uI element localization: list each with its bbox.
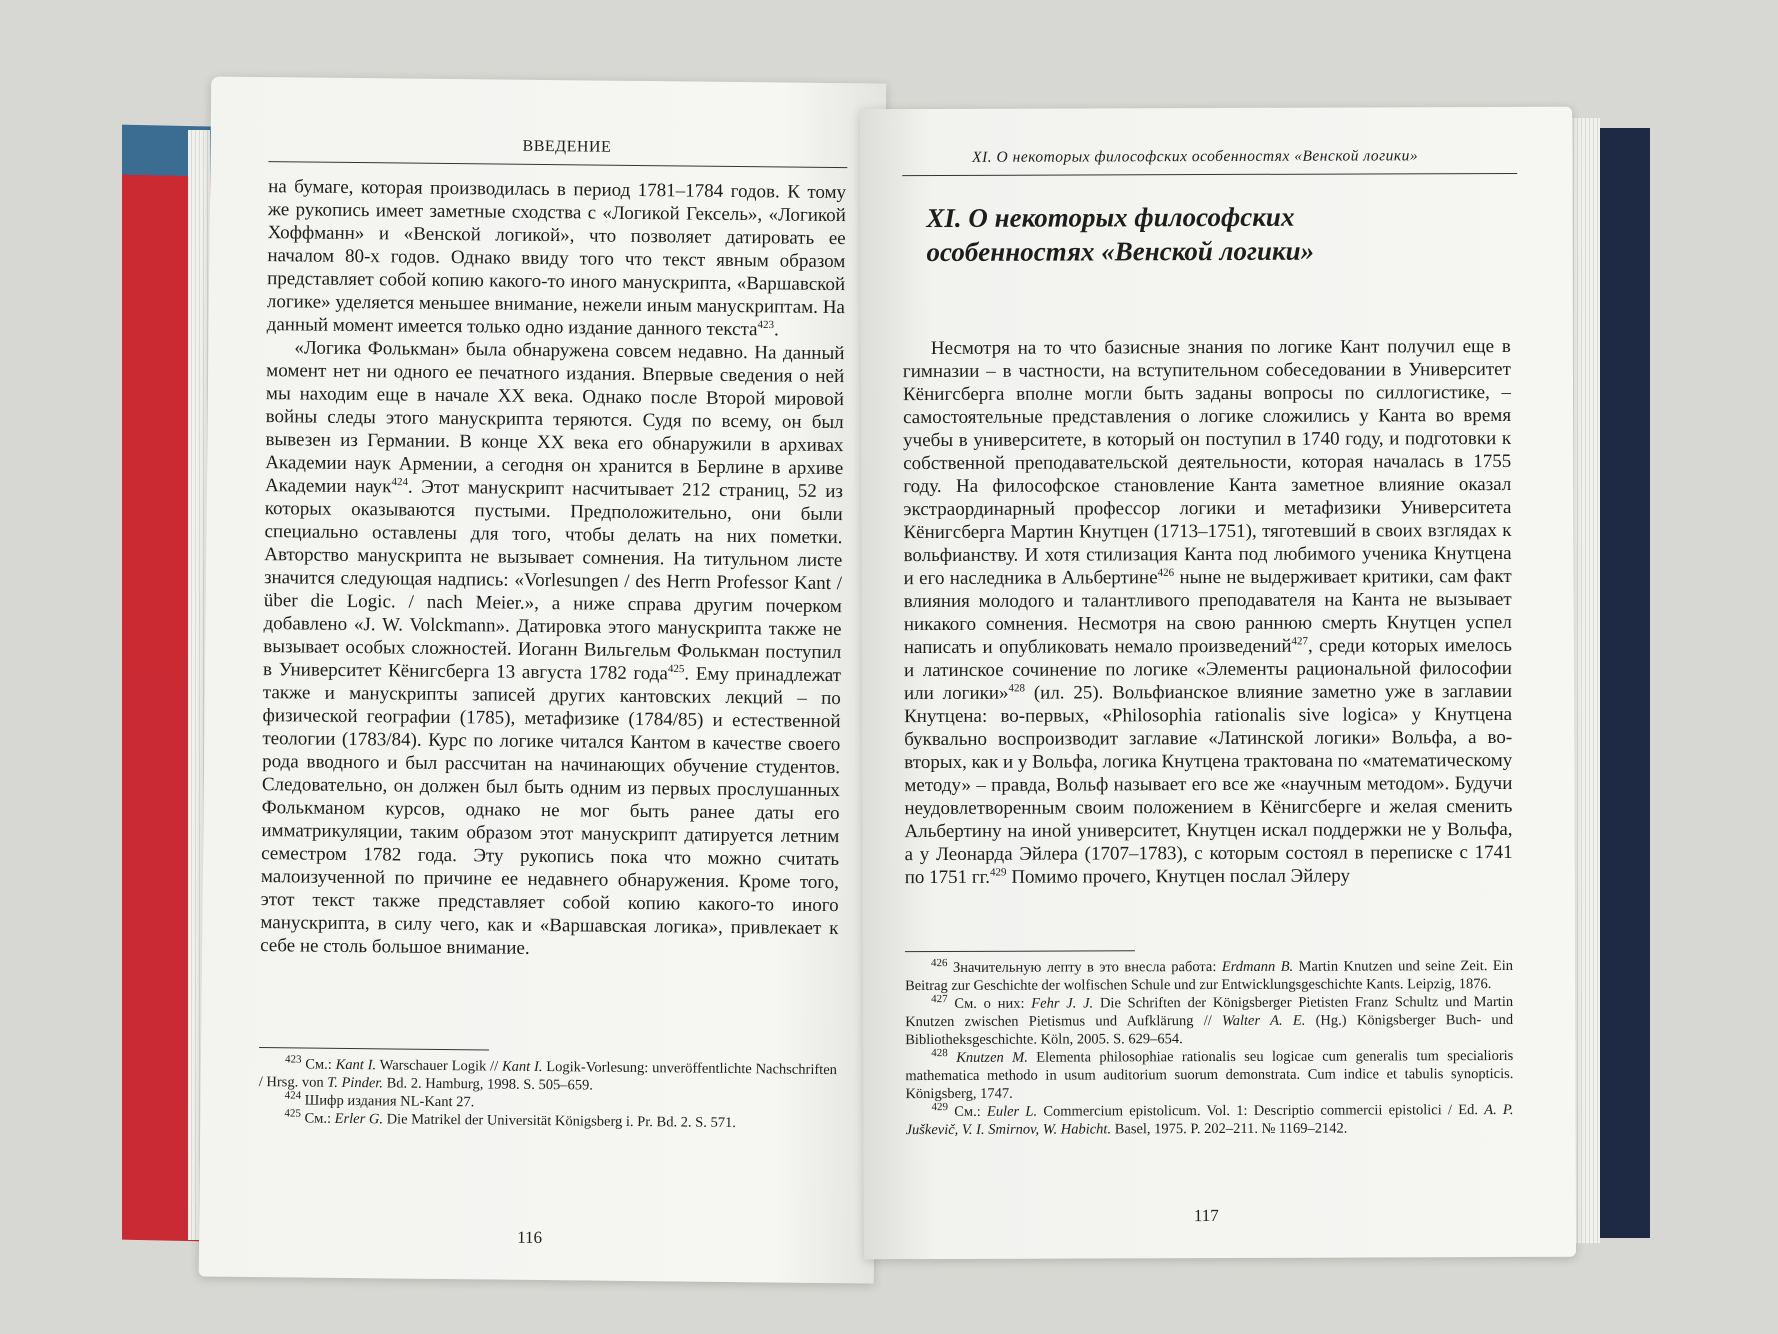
footnote: $^{423}$ См.: Kant I. Warschauer Logik // Kant I. Logik-Vorlesung: unveröffentlichte Nachschriften / Hrsg. von T. Pinder. Bd. 2. Hamburg, 1998. S. 505–659.: [258, 1053, 838, 1094]
footnote: $^{424}$ Шифр издания NL-Kant 27.: [284, 1089, 475, 1111]
footnote-ref: 423: [757, 318, 775, 332]
left-footnote-rule: [259, 1047, 489, 1050]
footnote-ref: 424: [391, 476, 409, 489]
left-running-head: ВВЕДЕНИЕ: [522, 137, 612, 156]
footnote-ref: 429: [990, 866, 1007, 879]
footnote-ref: 427: [1291, 635, 1309, 648]
right-page: [860, 107, 1576, 1259]
right-page-number: 117: [1193, 1206, 1219, 1226]
footnote: $^{428}$ Knutzen M. Elementa philosophiae rationalis seu logicae cum generalis tum specialioris mathematica methodo in usum auditorium suorum demonstrata. Cum indice et tabulis synopticis. Königsberg, 1747.: [905, 1047, 1514, 1103]
left-body-text: [260, 175, 846, 963]
right-footnote-rule: [905, 950, 1135, 952]
left-paragraph-2: «Логика Фолькман» была обнаружена совсем недавно. На данный момент нет ни одного ее печатного издания. Впервые сведения о ней мы находим еще в начале XX века. Однако после Второй мировой войны следы этого манускрипта теряются. Судя по всему, он был вывезен из Германии. В конце XX века его обнаружили в архивах Академии наук Армении, а сегодня он хранится в Берлине в архиве Академии наук$^{424}$. Этот манускрипт насчитывает 212 страниц, 52 из которых оказываются пустыми. Предположительно, они были специально оставлены для того, чтобы делать на них пометки. Авторство манускрипта не вызывает сомнения. На титульном листе значится следующая надпись: «Vorlesungen / des Herrn Professor Kant / über die Logic. / nach Meier.», а ниже справа другим почерком добавлено «J. W. Volckmann». Датировка этого манускрипта также не вызывает особых сложностей. Иоганн Вильгельм Фолькман поступил в Университет Кёнигсберга 13 августа 1782 года$^{425}$. Ему принадлежат также и манускрипты записей других кантовских лекций – по физической географии (1785), метафизике (1784/85) и естественной теологии (1783/84). Курс по логике читался Кантом в качестве своего рода вводного и был рассчитан на начинающих обучение студентов. Следовательно, он должен был быть одним из первых прослушанных Фолькманом курсов, однако не мог быть ранее даты его имматрикуляции, таким образом этот манускрипт датируется летним семестром 1782 года. Эту рукопись пока что можно считать малоизученной по причине ее недавнего обнаружения. Кроме того, этот текст также представляет собой копию какого-то иного манускрипта, в силу чего, как и «Варшавская логика», привлекает к себе не столь большое внимание.: [260, 337, 845, 959]
right-body-text: [903, 335, 1513, 889]
footnote: $^{429}$ См.: Euler L. Commercium epistolicum. Vol. 1: Descriptio commercii epistolici / Ed. A. P. Juškevič, V. I. Smirnov, W. Habicht. Basel, 1975. P. 202–211. № 1169–2142.: [905, 1101, 1514, 1139]
right-header-rule: [902, 173, 1517, 176]
left-header-rule: [268, 161, 847, 168]
footnote: $^{425}$ См.: Erler G. Die Matrikel der Universität Königsberg i. Pr. Bd. 2. S. 571.: [284, 1107, 737, 1132]
left-page: [199, 76, 887, 1283]
left-footnotes: [258, 1055, 837, 1133]
footnote: $^{427}$ См. о них: Fehr J. J. Die Schriften der Königsberger Pietisten Franz Schultz und Martin Knutzen zwischen Pietismus und Aufklärung // Walter A. E. (Hg.) Königsberger Buch- und Bibliotheksgeschichte. Köln, 2005. S. 629–654.: [905, 993, 1514, 1049]
left-paragraph-1: на бумаге, которая производилась в период 1781–1784 годов. К тому же рукопись имеет заметные сходства с «Логикой Гексель», «Логикой Хоффманн» и «Венской логикой», что позволяет датировать ее началом 80-х годов. Однако ввиду того что текст явным образом представляет собой копию какого-то иного манускрипта, «Варшавской логике» уделяется меньшее внимание, нежели иным манускриптам. На данный момент имеется только одно издание данного текста$^{423}$.: [266, 176, 847, 341]
section-title: XI. О некоторых философских особенностях «Венской логики»: [926, 201, 1315, 268]
right-footnotes: [905, 957, 1514, 1139]
right-running-head: XI. О некоторых философских особенностях «Венской логики»: [972, 147, 1419, 166]
footnote-ref: 426: [1157, 566, 1175, 579]
left-page-number: 116: [517, 1227, 543, 1248]
footnote-ref: 428: [1008, 682, 1026, 695]
right-paragraph-1: Несмотря на то что базисные знания по логике Кант получил еще в гимназии – в частности, на вступительном собеседовании в Университет Кёнигсберга вполне могли быть заданы вопросы по силлогистике, – самостоятельные представления о логике сложились у Канта во время учебы в университете, в который он поступил в 1740 году, и подготовки к собственной преподавательской деятельности, которая началась в 1755 году. На философское становление Канта заметное влияние оказал экстраординарный профессор логики и метафизики Университета Кёнигсберга Мартин Кнутцен (1713–1751), тяготевший в своих взглядах к вольфианству. И хотя стилизация Канта под любимого ученика Кнутцена и его наследника в Альбертине$^{426}$ ныне не выдерживает критики, сам факт влияния молодого и талантливого преподавателя на Канта не вызывает никакого сомнения. Несмотря на свою раннюю смерть Кнутцен успел написать и опубликовать немало произведений$^{427}$, среди которых имелось и латинское сочинение по логике «Элементы рациональной философии или логики»$^{428}$ (ил. 25). Вольфианское влияние заметно уже в заглавии Кнутцена: во-первых, «Philosophia rationalis sive logica» у Кнутцена буквально воспроизводит заглавие «Латинской логики» Вольфа, а во-вторых, как и у Вольфа, логика Кнутцена трактована по «математическому методу» – правда, Вольф называет его все же «научным методом». Будучи неудовлетворенным своим положением в Кёнигсберге и желая сменить Альбертину на иной университет, Кнутцен искал поддержки не у Вольфа, а у Леонарда Эйлера (1707–1783), с которым состоял в переписке с 1741 по 1751 гг.$^{429}$ Помимо прочего, Кнутцен послал Эйлеру: [902, 335, 1513, 889]
footnote-ref: 425: [667, 662, 685, 676]
footnote: $^{426}$ Значительную лепту в это внесла работа: Erdmann B. Martin Knutzen und seine Zeit. Ein Beitrag zur Geschichte der wolfischen Schule und zur Entwicklungsgeschichte Kants. Leipzig, 1876.: [905, 957, 1514, 995]
